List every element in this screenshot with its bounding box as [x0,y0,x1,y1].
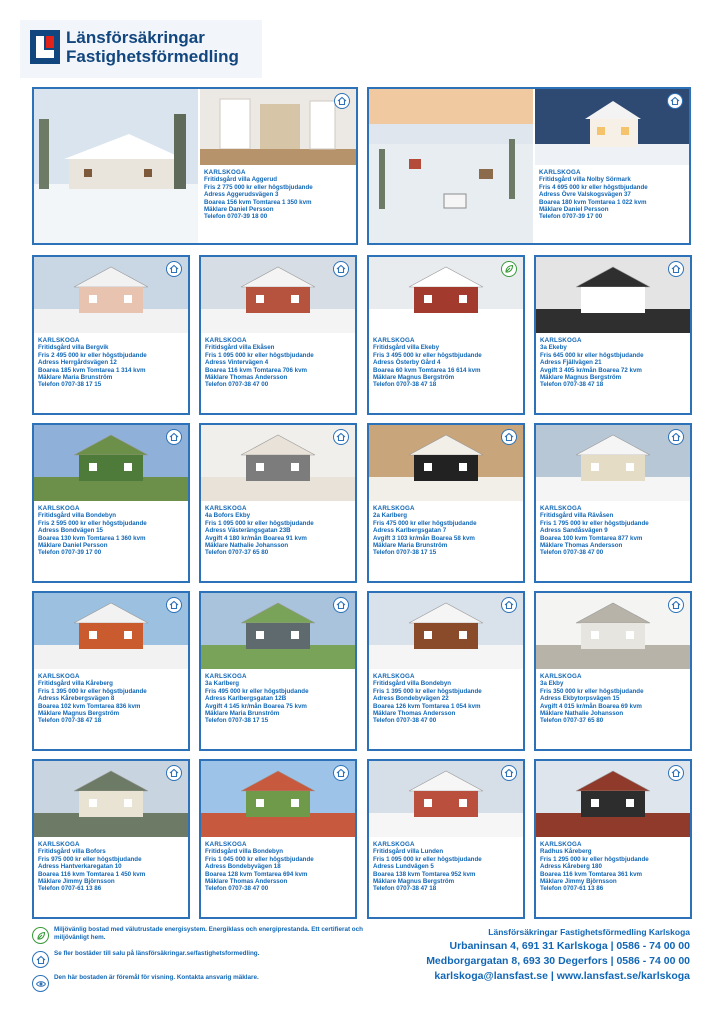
office-title: Länsförsäkringar Fastighetsförmedling Karlskoga [488,927,690,937]
listing-card[interactable] [32,591,190,751]
listing-address: Adress Ekbytorpsvägen 15 [540,695,620,703]
listing-phone: Telefon 0707-38 17 15 [38,381,102,389]
listing-photo-interior [200,89,356,165]
home-icon [333,429,349,445]
listing-agent: Mäklare Magnus Bergström [373,374,455,382]
listing-type: 4a Bofors Ekby [205,512,251,520]
listing-address: Adress Vintervägen 4 [205,359,269,367]
listing-agent: Mäklare Maria Brunström [38,374,113,382]
listing-card[interactable] [199,759,357,919]
brand-line1: Länsförsäkringar [66,28,205,47]
listing-price: Fris 1 395 000 kr eller högstbjudande [373,687,482,695]
listing-info [38,337,186,389]
listing-photo [201,257,355,333]
listing-photo [201,761,355,837]
listing-photo [369,425,523,501]
listing-address: Adress Aggerudsvägen 3 [204,191,279,199]
listing-card[interactable] [199,423,357,583]
listing-type: Fritidsgård villa Aggerud [204,176,277,184]
listing-phone: Telefon 0707-61 13 86 [38,885,102,893]
listing-photo [34,761,188,837]
listing-price: Fris 475 000 kr eller högstbjudande [373,519,477,527]
home-icon [166,429,182,445]
listing-phone: Telefon 0707-38 47 00 [373,717,437,725]
listing-price: Fris 2 495 000 kr eller högstbjudande [38,351,147,359]
note-text: Den här bostaden är föremål för visning. Kontakta ansvarig mäklare. [54,974,259,981]
listing-type: Radhus Kåreberg [540,848,592,856]
listing-area: Boarea 128 kvm Tomtarea 694 kvm [205,870,308,878]
listing-type: Fritidsgård villa Bondebyn [373,680,452,688]
home-icon [501,597,517,613]
leaf-icon [32,927,49,944]
listing-phone: Telefon 0707-38 47 18 [540,381,604,389]
listing-info [539,169,689,221]
listing-address: Adress Karlbergsgatan 7 [373,527,447,535]
listing-price: Fris 1 295 000 kr eller högstbjudande [540,855,649,863]
listing-price: Fris 350 000 kr eller högstbjudande [540,687,644,695]
listing-phone: Telefon 0707-38 47 18 [373,885,437,893]
listing-agent: Mäklare Jimmy Björnsson [540,878,617,886]
listing-phone: Telefon 0707-38 17 15 [373,549,437,557]
listing-info [38,505,186,557]
listing-type: Fritidsgård villa Bondebyn [205,848,284,856]
home-icon [501,429,517,445]
listing-phone: Telefon 0707-39 17 00 [539,213,603,221]
office-address-2: Medborgargatan 8, 693 30 Degerfors | 0586 - 74 00 00 [426,955,690,967]
listing-address: Adress Bondebyvägen 22 [373,695,449,703]
listing-agent: Mäklare Nathalie Johansson [540,710,624,718]
listing-card[interactable] [199,591,357,751]
listing-city: KARLSKOGA [373,505,415,512]
listing-phone: Telefon 0707-38 17 15 [205,717,269,725]
listing-type: Fritidsgård villa Bofors [38,848,106,856]
listing-info [540,505,688,557]
listing-address: Adress Österby Gård 4 [373,359,441,367]
listing-city: KARLSKOGA [205,673,247,680]
listing-photo [536,425,690,501]
listing-address: Adress Kårebergsvägen 8 [38,695,115,703]
listing-agent: Mäklare Thomas Andersson [540,542,623,550]
listing-info [205,505,353,557]
home-icon [501,765,517,781]
listing-area: Boarea 116 kvm Tomtarea 1 450 kvm [38,870,146,878]
listing-price: Fris 975 000 kr eller högstbjudande [38,855,142,863]
listing-card[interactable] [534,423,692,583]
listing-city: KARLSKOGA [373,337,415,344]
listing-card[interactable] [367,423,525,583]
listing-city: KARLSKOGA [38,337,80,344]
listing-card[interactable] [534,591,692,751]
listing-photo [369,593,523,669]
listing-area: Boarea 185 kvm Tomtarea 1 314 kvm [38,366,146,374]
listing-price: Fris 1 395 000 kr eller högstbjudande [38,687,147,695]
listing-address: Adress Hantverkaregatan 10 [38,863,122,871]
office-contact [426,926,690,984]
listing-city: KARLSKOGA [373,841,415,848]
home-icon [667,93,683,109]
listing-photo [201,425,355,501]
listing-photo [369,761,523,837]
listing-address: Adress Karlbergsgatan 12B [205,695,287,703]
listing-city: KARLSKOGA [205,337,247,344]
listing-type: Fritidsgård villa Bergvik [38,344,109,352]
listing-info [373,841,521,893]
listing-type: 3a Ekby [540,680,564,688]
listing-price: Fris 495 000 kr eller högstbjudande [205,687,309,695]
listing-agent: Mäklare Thomas Andersson [205,374,288,382]
leaf-icon [501,261,517,277]
listing-area: Boarea 102 kvm Tomtarea 836 kvm [38,702,141,710]
listing-photo-exterior [535,89,689,165]
listing-photo [201,593,355,669]
listing-agent: Mäklare Magnus Bergström [38,710,120,718]
brand-name [66,28,239,66]
listing-photo [536,761,690,837]
listing-agent: Mäklare Magnus Bergström [373,878,455,886]
listing-price: Fris 3 495 000 kr eller högstbjudande [373,351,482,359]
listing-agent: Mäklare Jimmy Björnsson [38,878,115,886]
listing-price: Fris 645 000 kr eller högstbjudande [540,351,644,359]
listing-address: Adress Lundvägen 5 [373,863,434,871]
listing-city: KARLSKOGA [38,673,80,680]
listing-type: Fritidsgård villa Nolby Sörmark [539,176,631,184]
office-web-link[interactable]: karlskoga@lansfast.se | www.lansfast.se/karlskoga [434,970,690,982]
listing-info [540,673,688,725]
listing-city: KARLSKOGA [205,505,247,512]
note-environment [32,926,402,948]
listing-city: KARLSKOGA [540,505,582,512]
listing-price: Fris 2 775 000 kr eller högstbjudande [204,183,313,191]
listing-card[interactable] [199,255,357,415]
eye-icon [32,975,49,992]
listing-agent: Mäklare Magnus Bergström [540,374,622,382]
listing-address: Adress Sandåsvägen 9 [540,527,608,535]
listing-area: Boarea 116 kvm Tomtarea 706 kvm [205,366,308,374]
listing-type: Fritidsgård villa Lunden [373,848,444,856]
listing-area: Boarea 130 kvm Tomtarea 1 360 kvm [38,534,146,542]
note-more-homes [32,950,402,972]
listing-type: Fritidsgård villa Ekeby [373,344,440,352]
listing-price: Fris 1 095 000 kr eller högstbjudande [205,519,314,527]
listing-area: Boarea 116 kvm Tomtarea 361 kvm [540,870,643,878]
listing-type: Fritidsgård villa Rävåsen [540,512,614,520]
listing-info [540,337,688,389]
listing-phone: Telefon 0707-61 13 86 [540,885,604,893]
listing-address: Adress Bondebyvägen 18 [205,863,281,871]
listing-area: Boarea 180 kvm Tomtarea 1 022 kvm [539,198,647,206]
listing-price: Fris 1 795 000 kr eller högstbjudande [540,519,649,527]
listing-agent: Mäklare Maria Brunström [373,542,448,550]
listing-info [205,841,353,893]
brand-line2: Fastighetsförmedling [66,47,239,66]
home-icon [166,765,182,781]
listing-phone: Telefon 0707-39 18 00 [204,213,268,221]
featured-listing-1[interactable] [32,87,358,245]
listing-info [38,673,186,725]
listing-area: Boarea 138 kvm Tomtarea 952 kvm [373,870,476,878]
listing-photo-aerial [369,89,533,243]
listing-phone: Telefon 0707-38 47 00 [540,549,604,557]
home-icon [333,765,349,781]
listing-photo-exterior [34,89,198,243]
note-text: Se fler bostäder till salu på länsförsäkringar.se/fastighetsformedling. [54,950,260,957]
listing-address: Adress Kåreberg 180 [540,863,602,871]
listing-card[interactable] [32,423,190,583]
home-icon [334,93,350,109]
listing-photo [34,425,188,501]
legend-notes [32,926,402,998]
home-icon [333,261,349,277]
listing-city: KARLSKOGA [205,841,247,848]
listing-price: Fris 1 045 000 kr eller högstbjudande [205,855,314,863]
listing-phone: Telefon 0707-39 17 00 [38,549,102,557]
listing-city: KARLSKOGA [540,337,582,344]
listing-agent: Mäklare Maria Brunström [205,710,280,718]
listing-type: Fritidsgård villa Bondebyn [38,512,117,520]
listing-photo [369,257,523,333]
listing-area: Avgift 3 405 kr/mån Boarea 72 kvm [540,366,642,374]
listing-area: Boarea 100 kvm Tomtarea 877 kvm [540,534,643,542]
listing-price: Fris 2 595 000 kr eller högstbjudande [38,519,147,527]
listing-photo [34,593,188,669]
listing-card[interactable] [367,255,525,415]
home-icon [668,765,684,781]
listing-type: Fritidsgård villa Kåreberg [38,680,113,688]
listing-info [373,673,521,725]
listing-area: Avgift 4 145 kr/mån Boarea 75 kvm [205,702,307,710]
home-icon [668,597,684,613]
listing-type: Fritidsgård villa Ekåsen [205,344,275,352]
listing-phone: Telefon 0707-38 47 18 [38,717,102,725]
listing-info [540,841,688,893]
home-icon [668,261,684,277]
listing-phone: Telefon 0707-38 47 00 [205,381,269,389]
listing-address: Adress Bondvägen 15 [38,527,103,535]
listing-phone: Telefon 0707-37 65 80 [205,549,269,557]
listing-price: Fris 1 095 000 kr eller högstbjudande [205,351,314,359]
listing-city: KARLSKOGA [540,673,582,680]
listing-agent: Mäklare Daniel Persson [204,206,274,214]
listing-card[interactable] [534,759,692,919]
listing-card[interactable] [32,255,190,415]
listing-photo [34,257,188,333]
listing-agent: Mäklare Daniel Persson [38,542,108,550]
note-viewing [32,974,402,996]
listing-info [373,337,521,389]
home-icon [166,261,182,277]
listing-info [204,169,354,221]
listing-city: KARLSKOGA [38,841,80,848]
listing-agent: Mäklare Thomas Andersson [373,710,456,718]
listing-card[interactable] [367,591,525,751]
logo-mark-icon [30,30,60,64]
listing-type: 3a Ekeby [540,344,567,352]
office-address-1: Urbaninsan 4, 691 31 Karlskoga | 0586 - 74 00 00 [449,940,690,952]
home-icon [166,597,182,613]
listing-agent: Mäklare Daniel Persson [539,206,609,214]
listing-address: Adress Övre Valskogsvägen 37 [539,191,631,199]
listing-card[interactable] [367,759,525,919]
listing-type: 3a Karlberg [205,680,240,688]
listing-city: KARLSKOGA [540,841,582,848]
listing-city: KARLSKOGA [373,673,415,680]
listing-price: Fris 4 695 000 kr eller högstbjudande [539,183,648,191]
listing-phone: Telefon 0707-37 65 80 [540,717,604,725]
listing-area: Boarea 60 kvm Tomtarea 16 614 kvm [373,366,481,374]
home-icon [333,597,349,613]
listing-type: 2a Karlberg [373,512,408,520]
listing-photo [536,257,690,333]
brand-logo [20,20,262,78]
featured-listing-2[interactable] [367,87,691,245]
listing-photo [536,593,690,669]
listing-card[interactable] [534,255,692,415]
listing-city: KARLSKOGA [204,169,246,176]
listing-phone: Telefon 0707-38 47 00 [205,885,269,893]
home-icon [32,951,49,968]
listing-info [205,673,353,725]
listing-city: KARLSKOGA [38,505,80,512]
listing-agent: Mäklare Thomas Andersson [205,878,288,886]
listing-info [205,337,353,389]
note-text: Miljövänlig bostad med välutrustade energisystem. Energiklass och energiprestanda. Ett certifierat och miljövänligt hem. [54,926,363,941]
listing-area: Boarea 126 kvm Tomtarea 1 054 kvm [373,702,481,710]
listing-area: Avgift 4 180 kr/mån Boarea 91 kvm [205,534,307,542]
listing-info [38,841,186,893]
listing-address: Adress Västerängsgatan 23B [205,527,291,535]
listing-info [373,505,521,557]
listing-area: Boarea 156 kvm Tomtarea 1 350 kvm [204,198,312,206]
listing-address: Adress Fjällvägen 21 [540,359,602,367]
listing-area: Avgift 3 103 kr/mån Boarea 58 kvm [373,534,475,542]
home-icon [668,429,684,445]
listing-area: Avgift 4 015 kr/mån Boarea 69 kvm [540,702,642,710]
listing-address: Adress Herrgårdsvägen 12 [38,359,117,367]
listing-phone: Telefon 0707-38 47 18 [373,381,437,389]
listing-agent: Mäklare Nathalie Johansson [205,542,289,550]
listing-price: Fris 1 095 000 kr eller högstbjudande [373,855,482,863]
listing-card[interactable] [32,759,190,919]
listing-city: KARLSKOGA [539,169,581,176]
